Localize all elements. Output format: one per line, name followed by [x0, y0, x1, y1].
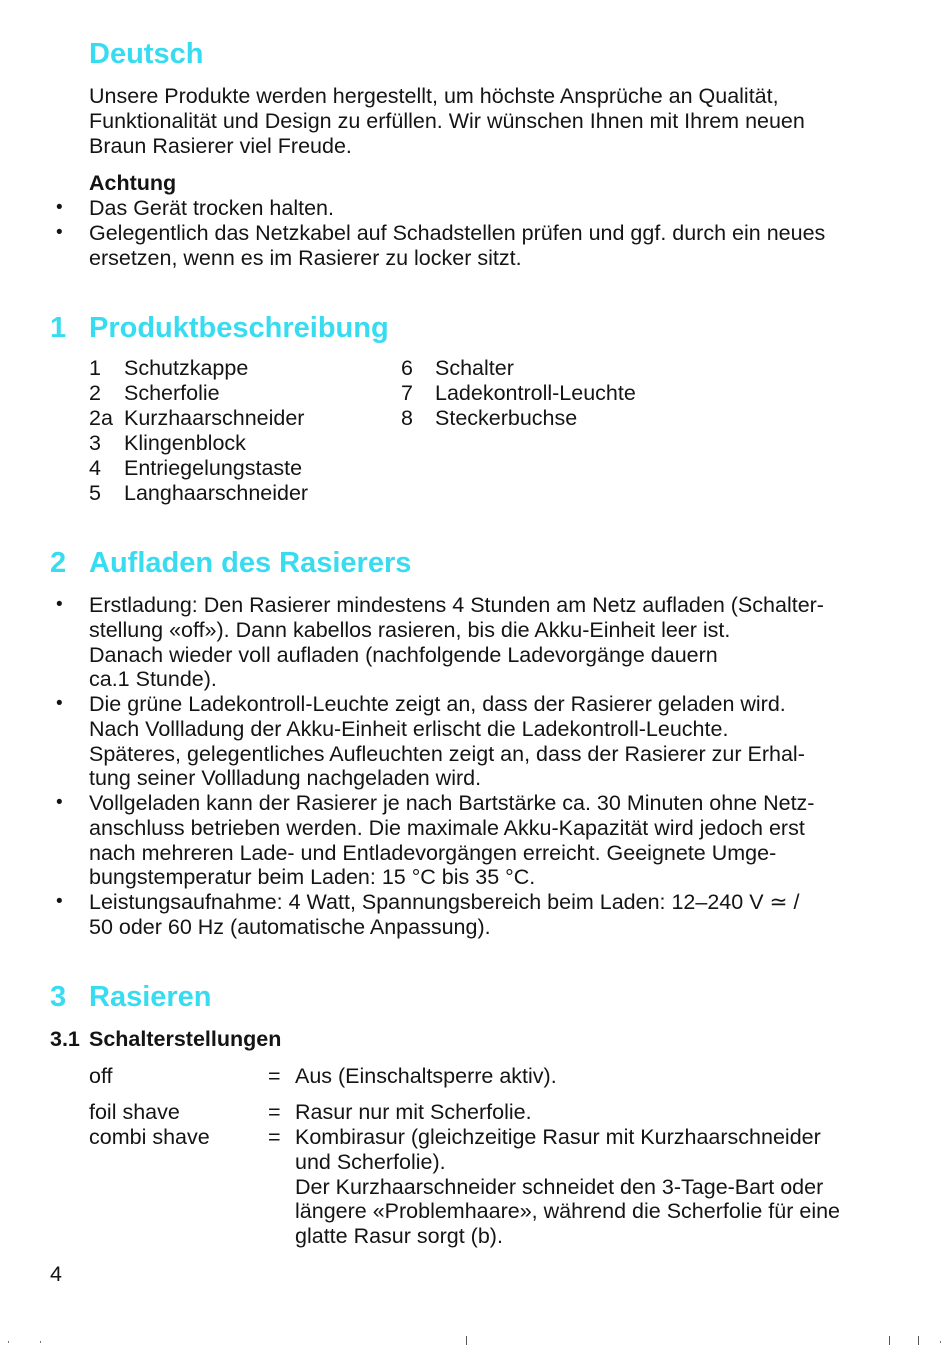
intro-line: Funktionalität und Design zu erfüllen. Wir wünschen Ihnen mit Ihrem neuen	[89, 108, 805, 133]
switch-position-label: off	[89, 1064, 113, 1088]
warning-title: Achtung	[89, 171, 177, 195]
section-number: 1	[50, 312, 67, 344]
subsection-title: Schalterstellungen	[89, 1027, 282, 1051]
part-label: Kurzhaarschneider	[124, 406, 305, 430]
bullet-line: ersetzen, wenn es im Rasierer zu locker sitzt.	[89, 245, 522, 270]
part-number: 5	[89, 481, 101, 505]
part-label: Ladekontroll-Leuchte	[435, 381, 636, 405]
equals-sign: =	[268, 1125, 281, 1149]
part-label: Langhaarschneider	[124, 481, 309, 505]
bullet-line: Späteres, gelegentliches Aufleuchten zeigt an, dass der Rasierer zur Erhal-	[89, 741, 805, 766]
intro-line: Braun Rasierer viel Freude.	[89, 133, 352, 158]
bullet-line: bungstemperatur beim Laden: 15 °C bis 35 °C.	[89, 865, 536, 890]
part-number: 7	[401, 381, 413, 405]
bullet-line: Das Gerät trocken halten.	[89, 196, 334, 220]
crop-mark	[40, 1341, 41, 1343]
bullet-line: Gelegentlich das Netzkabel auf Schadstellen prüfen und ggf. durch ein neues	[89, 221, 826, 245]
bullet-marker: •	[56, 792, 63, 813]
bullet-line: Danach wieder voll aufladen (nachfolgende Ladevorgänge dauern	[89, 642, 718, 667]
crop-mark	[889, 1336, 890, 1345]
bullet-marker: •	[56, 891, 63, 912]
part-number: 3	[89, 431, 101, 455]
equals-sign: =	[268, 1100, 281, 1124]
part-label: Scherfolie	[124, 381, 220, 405]
description-line: und Scherfolie).	[295, 1149, 446, 1174]
charging-bullet	[89, 593, 824, 692]
section-title: Rasieren	[89, 981, 212, 1013]
bullet-line: Vollgeladen kann der Rasierer je nach Bartstärke ca. 30 Minuten ohne Netz-	[89, 791, 815, 815]
warning-bullet	[89, 221, 825, 271]
description-line: Der Kurzhaarschneider schneidet den 3-Tage-Bart oder	[295, 1174, 824, 1199]
part-label: Steckerbuchse	[435, 406, 578, 430]
switch-position-description	[295, 1064, 557, 1089]
bullet-marker: •	[56, 222, 63, 243]
charging-bullet	[89, 791, 814, 890]
description-line: Kombirasur (gleichzeitige Rasur mit Kurzhaarschneider	[295, 1125, 821, 1149]
part-number: 2	[89, 381, 101, 405]
part-label: Entriegelungstaste	[124, 456, 303, 480]
section-title: Aufladen des Rasierers	[89, 547, 412, 579]
crop-mark	[8, 1341, 9, 1343]
description-line: längere «Problemhaare», während die Scherfolie für eine	[295, 1199, 841, 1224]
switch-position-description	[295, 1125, 840, 1249]
part-label: Klingenblock	[124, 431, 246, 455]
bullet-marker: •	[56, 693, 63, 714]
bullet-line: nach mehreren Lade- und Entladevorgängen erreicht. Geeignete Umge-	[89, 840, 777, 865]
section-number: 3	[50, 981, 67, 1013]
section-title: Produktbeschreibung	[89, 312, 389, 344]
bullet-line: Erstladung: Den Rasierer mindestens 4 Stunden am Netz aufladen (Schalter-	[89, 593, 824, 617]
description-line: glatte Rasur sorgt (b).	[295, 1224, 503, 1249]
bullet-line: tung seiner Vollladung nachgeladen wird.	[89, 766, 482, 791]
intro-paragraph	[89, 84, 805, 158]
part-number: 8	[401, 406, 413, 430]
bullet-line: ca.1 Stunde).	[89, 667, 217, 692]
bullet-marker: •	[56, 594, 63, 615]
intro-line: Unsere Produkte werden hergestellt, um höchste Ansprüche an Qualität,	[89, 84, 779, 108]
subsection-number: 3.1	[50, 1027, 80, 1051]
language-heading: Deutsch	[89, 38, 204, 70]
switch-position-label: combi shave	[89, 1125, 210, 1149]
description-line: Aus (Einschaltsperre aktiv).	[295, 1064, 557, 1088]
part-number: 1	[89, 356, 101, 380]
bullet-line: 50 oder 60 Hz (automatische Anpassung).	[89, 914, 491, 939]
bullet-line: Leistungsaufnahme: 4 Watt, Spannungsbereich beim Laden: 12–240 V ≃ /	[89, 890, 800, 914]
bullet-line: stellung «off»). Dann kabellos rasieren, bis die Akku-Einheit leer ist.	[89, 617, 731, 642]
switch-position-label: foil shave	[89, 1100, 180, 1124]
description-line: Rasur nur mit Scherfolie.	[295, 1100, 532, 1124]
bullet-line: Die grüne Ladekontroll-Leuchte zeigt an, dass der Rasierer geladen wird.	[89, 692, 786, 716]
part-label: Schalter	[435, 356, 514, 380]
equals-sign: =	[268, 1064, 281, 1088]
crop-mark	[940, 1341, 941, 1343]
crop-mark	[918, 1336, 919, 1345]
switch-position-description	[295, 1100, 532, 1125]
bullet-line: Nach Vollladung der Akku-Einheit erlischt die Ladekontroll-Leuchte.	[89, 716, 729, 741]
part-label: Schutzkappe	[124, 356, 249, 380]
part-number: 2a	[89, 406, 113, 430]
part-number: 6	[401, 356, 413, 380]
charging-bullet	[89, 692, 805, 791]
warning-bullet	[89, 196, 334, 221]
section-number: 2	[50, 547, 67, 579]
bullet-line: anschluss betrieben werden. Die maximale Akku-Kapazität wird jedoch erst	[89, 815, 805, 840]
crop-mark	[466, 1336, 467, 1345]
charging-bullet	[89, 890, 799, 940]
part-number: 4	[89, 456, 101, 480]
page-number: 4	[50, 1262, 62, 1286]
bullet-marker: •	[56, 197, 63, 218]
